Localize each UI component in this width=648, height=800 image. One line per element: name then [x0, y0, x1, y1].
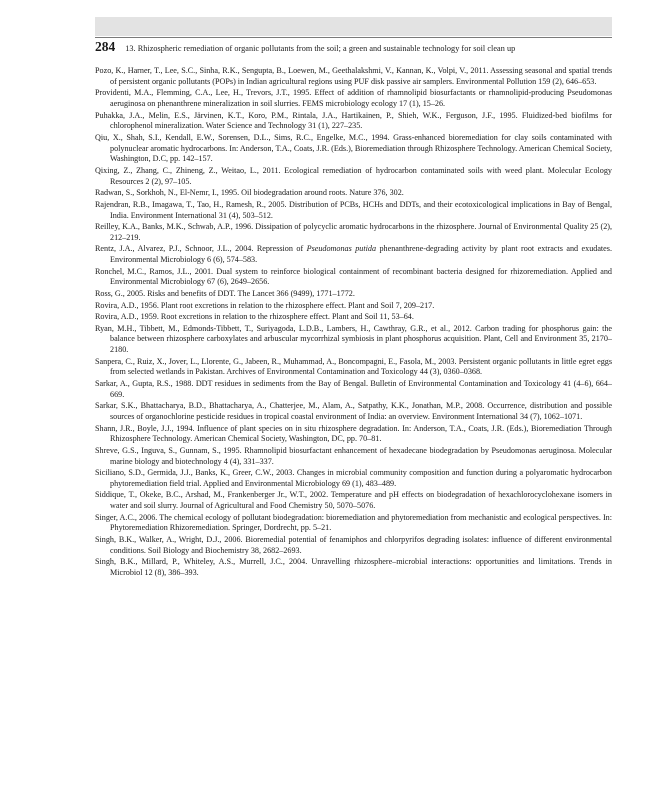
reference-text: Rovira, A.D., 1959. Root excretions in relation to the rhizosphere effect. Plant and Soil 11, 53–64.: [95, 312, 414, 322]
reference-entry: [95, 301, 612, 312]
reference-text: Rentz, J.A., Alvarez, P.J., Schnoor, J.L., 2004. Repression of Pseudomonas putida phenanthrene-degrading activity by plant root extracts and exudates. Environmental Microbiology 6 (6), 574–583.: [95, 244, 612, 265]
reference-text: Providenti, M.A., Flemming, C.A., Lee, H., Trevors, J.T., 1995. Effect of addition of rhamnolipid biosurfactants or rhamnolipid-producing Pseudomonas aeruginosa on phenanthrene mineralization in soil slurries. FEMS microbiology ecology 17 (1), 15–26.: [95, 88, 612, 109]
reference-text: Siciliano, S.D., Germida, J.J., Banks, K., Greer, C.W., 2003. Changes in microbial community composition and function during a polyaromatic hydrocarbon phytoremediation field trial. Applied and Environmental Microbiology 69 (1), 483–489.: [95, 468, 612, 488]
chapter-title: 13. Rhizospheric remediation of organic pollutants from the soil; a green and sustainable technology for soil clean up: [125, 44, 516, 53]
reference-entry: [95, 490, 612, 512]
reference-entry: [95, 133, 612, 165]
reference-entry: [95, 267, 612, 289]
reference-text: Shann, J.R., Boyle, J.J., 1994. Influence of plant species on in situ rhizosphere degradation. In: Anderson, T.A., Coats, J.R. (Eds.), Bioremediation Through Rhizosphere Technology. American Chemical Society, Washington, DC, pp. 70–81.: [95, 423, 612, 444]
reference-text: Radwan, S., Sorkhoh, N., El-Nemr, I., 1995. Oil biodegradation around roots. Nature 376, 302.: [95, 188, 404, 198]
reference-entry: [95, 312, 612, 323]
reference-text: Rajendran, R.B., Imagawa, T., Tao, H., Ramesh, R., 2005. Distribution of PCBs, HCHs and DDTs, and their ecotoxicological implications in Bay of Bengal, India. Environment International 31 (4), 503–512.: [95, 199, 612, 220]
reference-entry: [95, 166, 612, 188]
header-rule: [95, 37, 612, 38]
reference-entry: [95, 88, 612, 110]
reference-entry: [95, 289, 612, 300]
reference-entry: [95, 111, 612, 133]
reference-entry: [95, 446, 612, 468]
page-number: 284: [95, 39, 116, 54]
reference-entry: [95, 513, 612, 535]
reference-text: Siddique, T., Okeke, B.C., Arshad, M., Frankenberger Jr., W.T., 2002. Temperature and pH effects on biodegradation of hexachlorocyclohexane isomers in water and soil slurry. Journal of Agricultural and Food Chemistry 50, 5070–5076.: [95, 490, 612, 511]
reference-entry: [95, 468, 612, 490]
reference-text: Ross, G., 2005. Risks and benefits of DDT. The Lancet 366 (9499), 1771–1772.: [95, 288, 355, 298]
reference-text: Sanpera, C., Ruiz, X., Jover, L., Llorente, G., Jabeen, R., Muhammad, A., Boncompagni, E., Fasola, M., 2003. Persistent organic pollutants in little egret eggs from selected wetlands in Pakistan. Archives of Environmental Contamination and Toxicology 44 (3), 0360–0368.: [95, 356, 612, 377]
reference-entry: [95, 66, 612, 88]
reference-entry: [95, 188, 612, 199]
reference-entry: [95, 557, 612, 579]
reference-text: Sarkar, A., Gupta, R.S., 1988. DDT residues in sediments from the Bay of Bengal. Bulletin of Environmental Contamination and Toxicology 41 (4–6), 664–669.: [95, 378, 612, 399]
reference-text: Shreve, G.S., Inguva, S., Gunnam, S., 1995. Rhamnolipid biosurfactant enhancement of hexadecane biodegradation by Pseudomonas aeruginosa. Molecular marine biology and biotechnology 4 (4), 331–337.: [95, 445, 612, 466]
reference-text: Puhakka, J.A., Melin, E.S., Järvinen, K.T., Koro, P.M., Rintala, J.A., Hartikainen, P., Shieh, W.K., Ferguson, J.F., 1995. Fluidized-bed biofilms for chlorophenol mineralization. Water Science and Technology 31 (1), 227–235.: [95, 110, 612, 131]
reference-text: Singer, A.C., 2006. The chemical ecology of pollutant biodegradation: bioremediation and phytoremediation from mechanistic and ecological perspectives. In: Phytoremediation Rhizoremediation. Springer, Dordrecht, pp. 5–21.: [95, 512, 612, 533]
reference-text: Qixing, Z., Zhang, C., Zhineng, Z., Weitao, L., 2011. Ecological remediation of hydrocarbon contaminated soils with weed plant. Molecular Ecology Resources 2 (2), 97–105.: [95, 165, 612, 186]
reference-entry: [95, 324, 612, 356]
reference-text: Singh, B.K., Walker, A., Wright, D.J., 2006. Bioremedial potential of fenamiphos and chlorpyrifos degrading isolates: influence of different environmental conditions. Soil Biology and Biochemistry 38, 2682–2693.: [95, 535, 612, 555]
reference-text: Singh, B.K., Millard, P., Whiteley, A.S., Murrell, J.C., 2004. Unravelling rhizosphere–microbial interactions: opportunities and limitations. Trends in Microbiol 12 (8), 386–393.: [95, 557, 612, 578]
reference-text: Pozo, K., Harner, T., Lee, S.C., Sinha, R.K., Sengupta, B., Loewen, M., Geethalakshmi, V., Kannan, K., Volpi, V., 2011. Assessing seasonal and spatial trends of persistent organic pollutants (POPs) in Indian agricultural regions using PUF disk passive air samplers. Environmental Pollution 159 (2), 646–653.: [95, 66, 612, 86]
reference-text: Sarkar, S.K., Bhattacharya, B.D., Bhattacharya, A., Chatterjee, M., Alam, A., Satpathy, K.K., Jonathan, M.P., 2008. Occurrence, distribution and possible sources of organochlorine pesticide residues in tropical coastal environment of India: an overview. Environment International 34 (7), 1062–1071.: [95, 401, 612, 421]
reference-list: [95, 66, 612, 580]
reference-entry: [95, 222, 612, 244]
reference-text: Ryan, M.H., Tibbett, M., Edmonds-Tibbett, T., Suriyagoda, L.D.B., Lambers, H., Cawthray, G.R., et al., 2012. Carbon trading for phosphorus gain: the balance between rhizosphere carboxylates and arbuscular mycorrhizal symbiosis in plant phosphorus acquisition. Plant, Cell and Environment 35, 2170–2180.: [95, 323, 612, 355]
header-band: [95, 17, 612, 36]
reference-entry: [95, 535, 612, 557]
reference-text: Reilley, K.A., Banks, M.K., Schwab, A.P., 1996. Dissipation of polycyclic aromatic hydrocarbons in the rhizosphere. Journal of Environmental Quality 25 (2), 212–219.: [95, 222, 612, 242]
reference-entry: [95, 379, 612, 401]
reference-text: Rovira, A.D., 1956. Plant root excretions in relation to the rhizosphere effect. Plant and Soil 7, 209–217.: [95, 300, 435, 310]
running-header: [95, 39, 612, 55]
reference-entry: [95, 401, 612, 423]
reference-text: Qiu, X., Shah, S.I., Kendall, E.W., Sorensen, D.L., Sims, R.C., Engelke, M.C., 1994. Grass-enhanced bioremediation for clay soils contaminated with polynuclear aromatic hydrocarbons. In: Anderson, T.A., Coats, J.R. (Eds.), Bioremediation through Rhizosphere Technology. American Chemical Society, Washington, D.C, pp. 142–157.: [95, 132, 612, 164]
reference-entry: [95, 244, 612, 266]
reference-entry: [95, 200, 612, 222]
reference-entry: [95, 424, 612, 446]
reference-text: Ronchel, M.C., Ramos, J.L., 2001. Dual system to reinforce biological containment of recombinant bacteria designed for rhizoremediation. Applied and Environmental Microbiology 67 (6), 2649–2656.: [95, 266, 612, 287]
reference-entry: [95, 357, 612, 379]
